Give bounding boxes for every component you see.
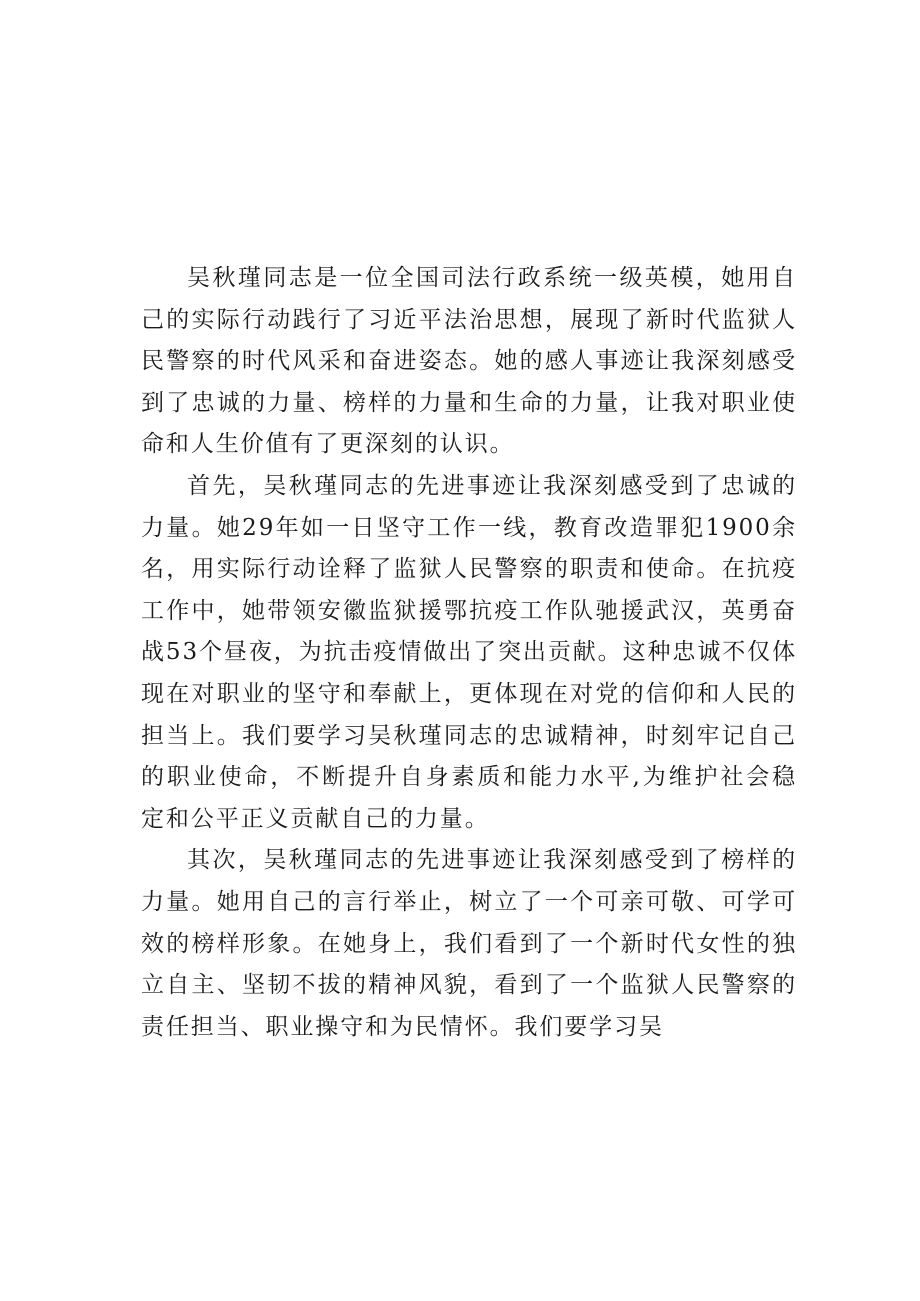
- paragraph-role-model: 其次，吴秋瑾同志的先进事迹让我深刻感受到了榜样的力量。她用自己的言行举止，树立了一个可亲可敬、可学可效的榜样形象。在她身上，我们看到了一个新时代女性的独立自主、坚韧不拔的精神风貌，看到了一个监狱人民警察的责任担当、职业操守和为民情怀。我们要学习吴: [141, 847, 797, 1040]
- document-body: [141, 258, 797, 1048]
- paragraph-intro: 吴秋瑾同志是一位全国司法行政系统一级英模，她用自己的实际行动践行了习近平法治思想，展现了新时代监狱人民警察的时代风采和奋进姿态。她的感人事迹让我深刻感受到了忠诚的力量、榜样的力量和生命的力量，让我对职业使命和人生价值有了更深刻的认识。: [141, 265, 797, 458]
- paragraph-loyalty: 首先，吴秋瑾同志的先进事迹让我深刻感受到了忠诚的力量。她29年如一日坚守工作一线，教育改造罪犯1900余名，用实际行动诠释了监狱人民警察的职责和使命。在抗疫工作中，她带领安徽监狱援鄂抗疫工作队驰援武汉，英勇奋战53个昼夜，为抗击疫情做出了突出贡献。这种忠诚不仅体现在对职业的坚守和奉献上，更体现在对党的信仰和人民的担当上。我们要学习吴秋瑾同志的忠诚精神，时刻牢记自己的职业使命，不断提升自身素质和能力水平,为维护社会稳定和公平正义贡献自己的力量。: [141, 472, 797, 832]
